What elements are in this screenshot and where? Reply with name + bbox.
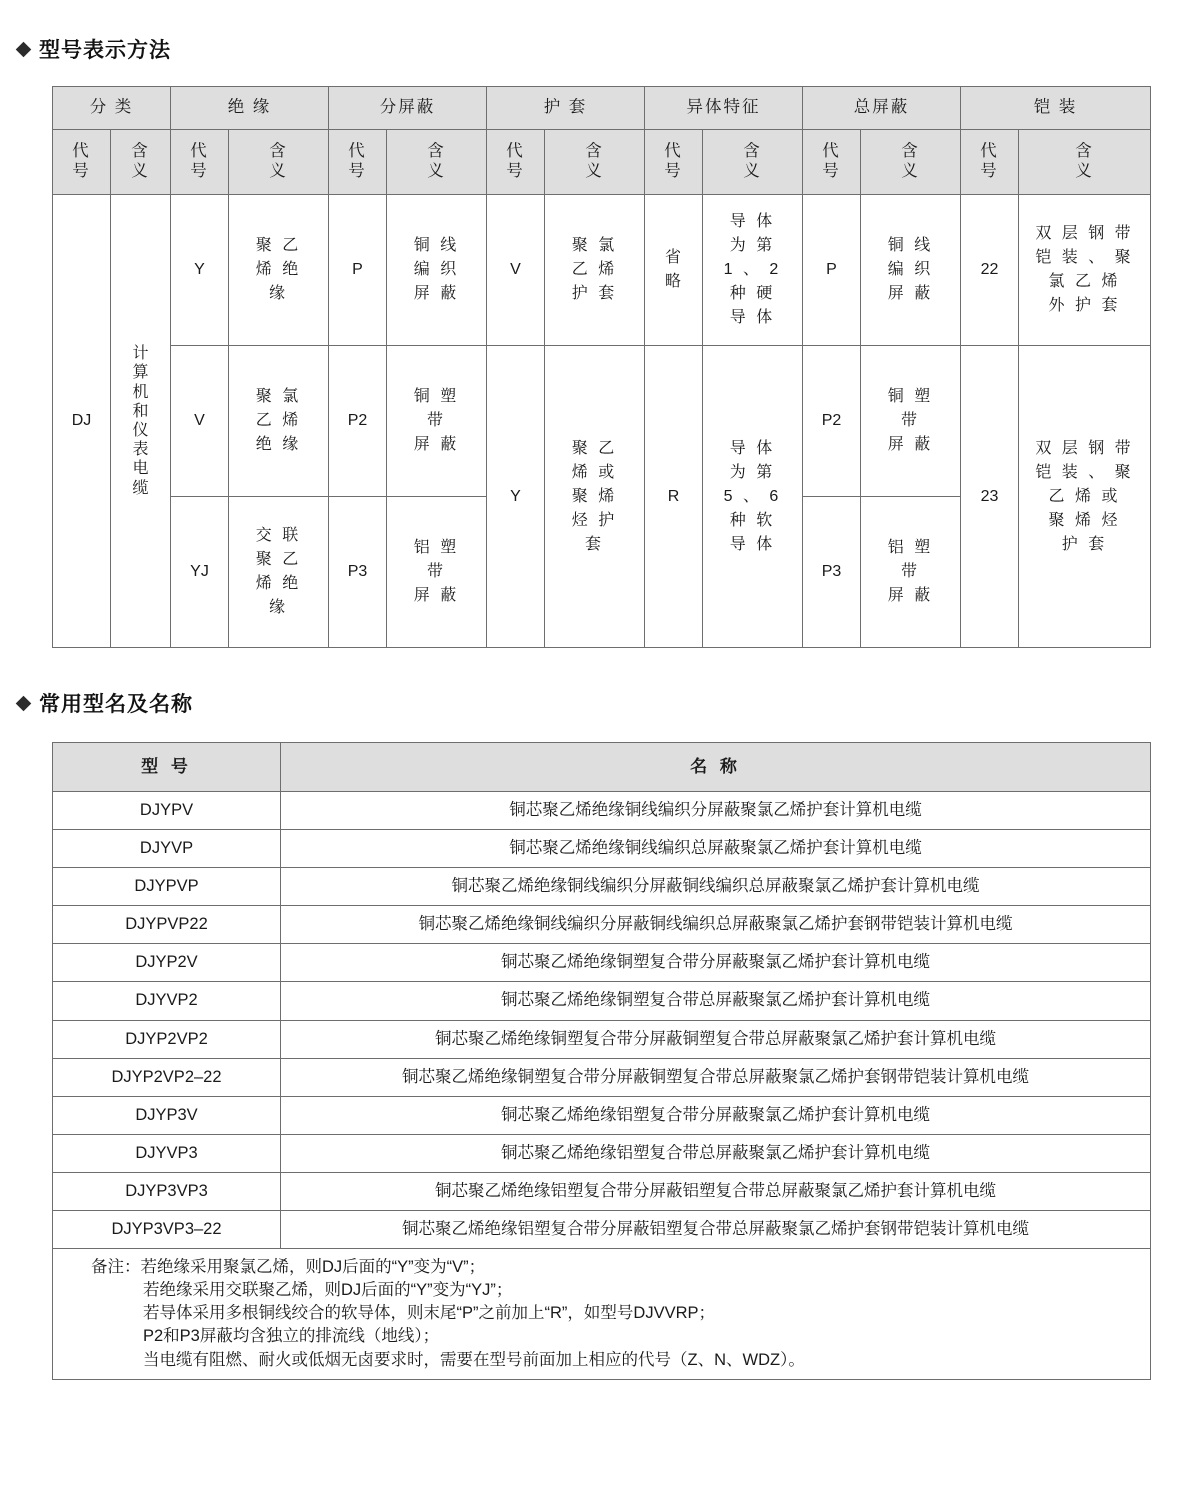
cell-model: DJYP3VP3 (53, 1172, 281, 1210)
table-group-header-row (53, 87, 1151, 130)
sub-header-meaning-7: 含 义 (1019, 130, 1151, 195)
diamond-bullet-icon (16, 695, 32, 711)
cell-overall-shield-code-2: P2 (803, 346, 861, 497)
cell-overall-shield-code-1: P (803, 195, 861, 346)
column-header-model: 型 号 (53, 743, 281, 792)
cell-overall-shield-meaning-2: 铜 塑 带 屏 蔽 (861, 346, 961, 497)
code-table-wrapper (52, 86, 1150, 648)
cell-model: DJYVP (53, 830, 281, 868)
cell-name: 铜芯聚乙烯绝缘铜塑复合带分屏蔽铜塑复合带总屏蔽聚氯乙烯护套计算机电缆 (281, 1020, 1151, 1058)
group-header-insulation: 绝 缘 (171, 87, 329, 130)
cell-name: 铜芯聚乙烯绝缘铜线编织分屏蔽铜线编织总屏蔽聚氯乙烯护套钢带铠装计算机电缆 (281, 906, 1151, 944)
section-title: 型号表示方法 (39, 39, 171, 62)
section-heading-common-models (18, 688, 1200, 718)
cell-sheath-meaning-1: 聚 氯 乙 烯 护 套 (545, 195, 645, 346)
table-sub-header-row (53, 130, 1151, 195)
table-row (53, 1211, 1151, 1249)
sub-header-code-7: 代 号 (961, 130, 1019, 195)
table-row (53, 792, 1151, 830)
note-label: 备注： (91, 1258, 141, 1277)
cell-armour-meaning-2: 双 层 钢 带 铠 装 、 聚 乙 烯 或 聚 烯 烃 护 套 (1019, 346, 1151, 648)
cell-model: DJYP2VP2 (53, 1020, 281, 1058)
sub-header-meaning-2: 含 义 (229, 130, 329, 195)
cell-model: DJYP2V (53, 944, 281, 982)
table-row (53, 1134, 1151, 1172)
cell-model: DJYVP3 (53, 1134, 281, 1172)
sub-header-meaning-6: 含 义 (861, 130, 961, 195)
cell-model: DJYP3VP3–22 (53, 1211, 281, 1249)
section-heading-model-code (18, 34, 1200, 64)
note-line: 若绝缘采用交联聚乙烯，则DJ后面的“Y”变为“YJ”； (143, 1281, 513, 1300)
sub-header-code-4: 代 号 (487, 130, 545, 195)
sub-header-code-6: 代 号 (803, 130, 861, 195)
cell-insulation-code-1: Y (171, 195, 229, 346)
table-row (53, 944, 1151, 982)
cell-insulation-meaning-2: 聚 氯 乙 烯 绝 缘 (229, 346, 329, 497)
cell-overall-shield-code-3: P3 (803, 497, 861, 648)
cell-armour-code-2: 23 (961, 346, 1019, 648)
cell-classification-code: DJ (53, 195, 111, 648)
model-code-table (52, 86, 1151, 648)
note-line: 当电缆有阻燃、耐火或低烟无卤要求时，需要在型号前面加上相应的代号（Z、N、WDZ）。 (143, 1350, 805, 1369)
cell-classification-meaning: 计 算 机 和 仪 表 电 缆 (111, 195, 171, 648)
cell-pair-shield-meaning-1: 铜 线 编 织 屏 蔽 (387, 195, 487, 346)
cell-name: 铜芯聚乙烯绝缘铜线编织总屏蔽聚氯乙烯护套计算机电缆 (281, 830, 1151, 868)
group-header-pair-shield: 分屏蔽 (329, 87, 487, 130)
cell-pair-shield-code-2: P2 (329, 346, 387, 497)
document-page (0, 34, 1200, 1380)
table-row (53, 1058, 1151, 1096)
table-row (53, 906, 1151, 944)
cell-insulation-code-2: V (171, 346, 229, 497)
cell-conductor-meaning-1: 导 体 为 第 1 、 2 种 硬 导 体 (703, 195, 803, 346)
table-row (53, 1172, 1151, 1210)
group-header-conductor-feature: 异体特征 (645, 87, 803, 130)
notes-cell (53, 1249, 1151, 1379)
note-line: P2和P3屏蔽均含独立的排流线（地线）； (143, 1327, 440, 1346)
model-list-table-wrapper (52, 742, 1150, 1380)
common-models-table (52, 742, 1151, 1380)
cell-name: 铜芯聚乙烯绝缘铝塑复合带总屏蔽聚氯乙烯护套计算机电缆 (281, 1134, 1151, 1172)
cell-name: 铜芯聚乙烯绝缘铝塑复合带分屏蔽铝塑复合带总屏蔽聚氯乙烯护套钢带铠装计算机电缆 (281, 1211, 1151, 1249)
table-row (53, 1096, 1151, 1134)
cell-model: DJYPV (53, 792, 281, 830)
cell-armour-meaning-1: 双 层 钢 带 铠 装 、 聚 氯 乙 烯 外 护 套 (1019, 195, 1151, 346)
sub-header-code-5: 代 号 (645, 130, 703, 195)
group-header-classification: 分 类 (53, 87, 171, 130)
cell-insulation-code-3: YJ (171, 497, 229, 648)
cell-sheath-meaning-2: 聚 乙 烯 或 聚 烯 烃 护 套 (545, 346, 645, 648)
cell-name: 铜芯聚乙烯绝缘铜塑复合带分屏蔽聚氯乙烯护套计算机电缆 (281, 944, 1151, 982)
cell-name: 铜芯聚乙烯绝缘铜塑复合带总屏蔽聚氯乙烯护套计算机电缆 (281, 982, 1151, 1020)
cell-name: 铜芯聚乙烯绝缘铝塑复合带分屏蔽聚氯乙烯护套计算机电缆 (281, 1096, 1151, 1134)
cell-model: DJYPVP22 (53, 906, 281, 944)
note-text: 若绝缘采用聚氯乙烯，则DJ后面的“Y”变为“V”； (140, 1258, 486, 1277)
cell-armour-code-1: 22 (961, 195, 1019, 346)
group-header-overall-shield: 总屏蔽 (803, 87, 961, 130)
sub-header-meaning-3: 含 义 (387, 130, 487, 195)
table-row (53, 982, 1151, 1020)
cell-conductor-meaning-2: 导 体 为 第 5 、 6 种 软 导 体 (703, 346, 803, 648)
table-notes-row (53, 1249, 1151, 1379)
sub-header-code-3: 代 号 (329, 130, 387, 195)
cell-model: DJYP3V (53, 1096, 281, 1134)
cell-model: DJYVP2 (53, 982, 281, 1020)
cell-name: 铜芯聚乙烯绝缘铜塑复合带分屏蔽铜塑复合带总屏蔽聚氯乙烯护套钢带铠装计算机电缆 (281, 1058, 1151, 1096)
table-row (53, 1020, 1151, 1058)
sub-header-meaning-5: 含 义 (703, 130, 803, 195)
table-row (53, 195, 1151, 346)
table-row (53, 868, 1151, 906)
cell-pair-shield-code-3: P3 (329, 497, 387, 648)
cell-conductor-code-1: 省 略 (645, 195, 703, 346)
cell-name: 铜芯聚乙烯绝缘铝塑复合带分屏蔽铝塑复合带总屏蔽聚氯乙烯护套计算机电缆 (281, 1172, 1151, 1210)
group-header-sheath: 护 套 (487, 87, 645, 130)
sub-header-meaning-1: 含 义 (111, 130, 171, 195)
diamond-bullet-icon (16, 41, 32, 57)
table-header-row (53, 743, 1151, 792)
table-row (53, 346, 1151, 497)
note-line: 若导体采用多根铜线绞合的软导体，则末尾“P”之前加上“R”，如型号DJVVRP； (143, 1304, 715, 1323)
section-title: 常用型名及名称 (39, 693, 193, 716)
cell-insulation-meaning-3: 交 联 聚 乙 烯 绝 缘 (229, 497, 329, 648)
cell-name: 铜芯聚乙烯绝缘铜线编织分屏蔽聚氯乙烯护套计算机电缆 (281, 792, 1151, 830)
cell-model: DJYPVP (53, 868, 281, 906)
cell-sheath-code-1: V (487, 195, 545, 346)
cell-overall-shield-meaning-1: 铜 线 编 织 屏 蔽 (861, 195, 961, 346)
sub-header-code-2: 代 号 (171, 130, 229, 195)
cell-conductor-code-2: R (645, 346, 703, 648)
cell-insulation-meaning-1: 聚 乙 烯 绝 缘 (229, 195, 329, 346)
cell-pair-shield-code-1: P (329, 195, 387, 346)
cell-sheath-code-2: Y (487, 346, 545, 648)
cell-model: DJYP2VP2–22 (53, 1058, 281, 1096)
note-line (59, 1256, 1144, 1279)
cell-overall-shield-meaning-3: 铝 塑 带 屏 蔽 (861, 497, 961, 648)
cell-name: 铜芯聚乙烯绝缘铜线编织分屏蔽铜线编织总屏蔽聚氯乙烯护套计算机电缆 (281, 868, 1151, 906)
sub-header-code-1: 代 号 (53, 130, 111, 195)
sub-header-meaning-4: 含 义 (545, 130, 645, 195)
cell-pair-shield-meaning-2: 铜 塑 带 屏 蔽 (387, 346, 487, 497)
table-row (53, 830, 1151, 868)
cell-pair-shield-meaning-3: 铝 塑 带 屏 蔽 (387, 497, 487, 648)
group-header-armour: 铠 装 (961, 87, 1151, 130)
column-header-name: 名 称 (281, 743, 1151, 792)
